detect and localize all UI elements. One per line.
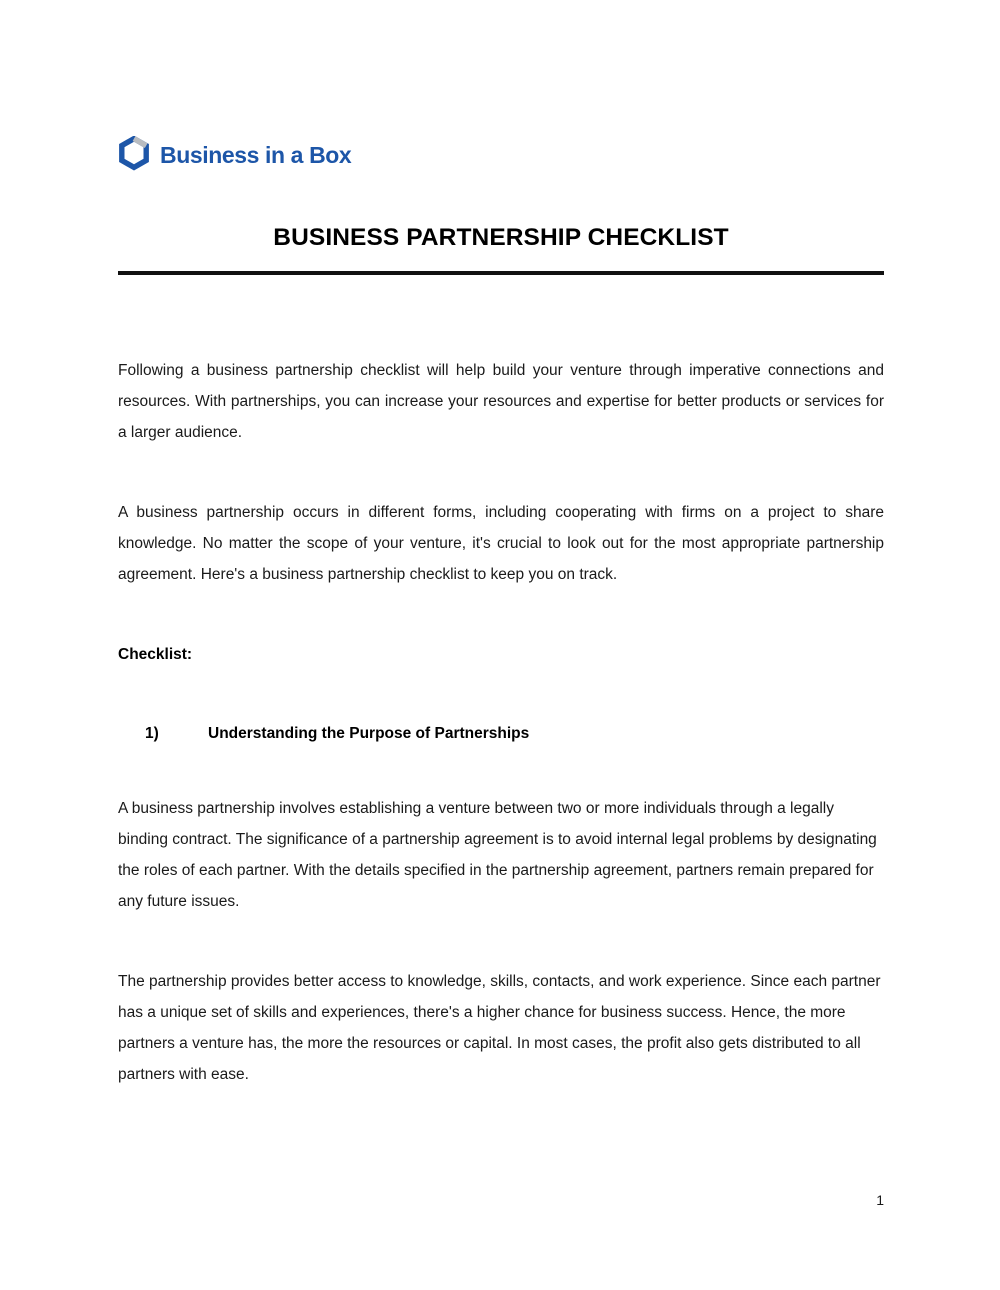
checklist-item-label: Understanding the Purpose of Partnerships [208,725,530,742]
title-divider [118,271,884,275]
checklist-item-number: 1) [145,725,159,742]
paragraph-forms: A business partnership occurs in different forms, including cooperating with firms on a project to share knowledge. No matter the scope of your venture, it's crucial to look out for the most appropriate partnership agreement. Here's a business partnership checklist to keep you on track. [118,504,884,583]
page-number: 1 [876,1192,884,1208]
document-body [118,355,884,1090]
paragraph-intro: Following a business partnership checklist will help build your venture through imperative connections and resources. With partnerships, you can increase your resources and expertise for better products or services for a larger audience. [118,362,884,441]
paragraph-benefits: The partnership provides better access to knowledge, skills, contacts, and work experience. Since each partner has a unique set of skills and experiences, there's a higher chance for business success. Hence, the more partners a venture has, the more the resources or capital. In most cases, the profit also gets distributed to all partners with ease. [118,973,881,1083]
brand-logo [118,136,351,174]
checklist-heading: Checklist: [118,646,193,663]
paragraph-definition: A business partnership involves establishing a venture between two or more individuals through a legally binding contract. The significance of a partnership agreement is to avoid internal legal problems by designating the roles of each partner. With the details specified in the partnership agreement, partners remain prepared for any future issues. [118,800,877,910]
checklist-item-1 [118,718,884,749]
hexagon-logo-icon [118,136,150,174]
page-title: BUSINESS PARTNERSHIP CHECKLIST [273,224,729,251]
brand-logo-text: Business in a Box [160,141,352,168]
